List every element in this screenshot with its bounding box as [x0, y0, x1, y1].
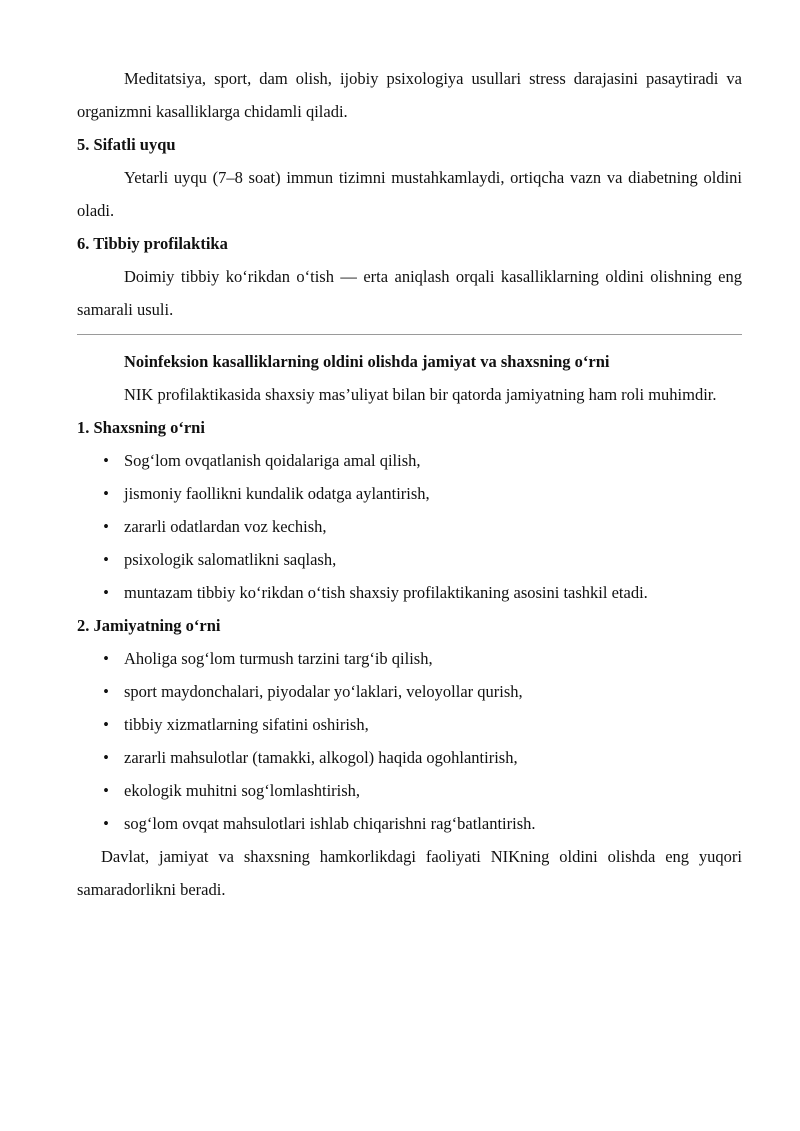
list-item-text: ekologik muhitni sog‘lomlashtirish,	[124, 781, 361, 800]
list-item-text: Aholiga sog‘lom turmush tarzini targ‘ib qilish,	[124, 649, 433, 668]
list-item	[77, 774, 742, 807]
list-item	[77, 510, 742, 543]
section-divider	[77, 334, 742, 335]
bullet-icon: •	[103, 715, 109, 734]
bullet-icon: •	[103, 748, 109, 767]
individual-role-list	[77, 444, 742, 609]
list-item	[77, 576, 742, 609]
bullet-icon: •	[103, 682, 109, 701]
bullet-icon: •	[103, 451, 109, 470]
paragraph-sleep: Yetarli uyqu (7–8 soat) immun tizimni mustahkamlaydi, ortiqcha vazn va diabetning oldini oladi.	[77, 168, 742, 220]
list-item-text: sport maydonchalari, piyodalar yo‘laklari, veloyollar qurish,	[124, 682, 523, 701]
heading-individual-role: 1. Shaxsning o‘rni	[77, 418, 205, 437]
list-item-text: zararli mahsulotlar (tamakki, alkogol) haqida ogohlantirish,	[124, 748, 518, 767]
paragraph-intro: NIK profilaktikasida shaxsiy mas’uliyat bilan bir qatorda jamiyatning ham roli muhimdir.	[124, 385, 717, 404]
list-item-text: tibbiy xizmatlarning sifatini oshirish,	[124, 715, 369, 734]
bullet-icon: •	[103, 814, 109, 833]
list-item-text: Sog‘lom ovqatlanish qoidalariga amal qilish,	[124, 451, 421, 470]
list-item	[77, 444, 742, 477]
list-item	[77, 807, 742, 840]
list-item	[77, 642, 742, 675]
page-content	[77, 62, 742, 906]
section-title: Noinfeksion kasalliklarning oldini olishda jamiyat va shaxsning o‘rni	[124, 352, 610, 371]
paragraph-stress: Meditatsiya, sport, dam olish, ijobiy psixologiya usullari stress darajasini pasaytiradi va organizmni kasalliklarga chidamli qiladi.	[77, 69, 742, 121]
bullet-icon: •	[103, 517, 109, 536]
list-item-text: psixologik salomatlikni saqlash,	[124, 550, 337, 569]
bullet-icon: •	[103, 550, 109, 569]
list-item-text: sog‘lom ovqat mahsulotlari ishlab chiqarishni rag‘batlantirish.	[124, 814, 536, 833]
paragraph-conclusion: Davlat, jamiyat va shaxsning hamkorlikdagi faoliyati NIKning oldini olishda eng yuqori samaradorlikni beradi.	[77, 847, 742, 899]
heading-medical-prevention: 6. Tibbiy profilaktika	[77, 234, 228, 253]
heading-society-role: 2. Jamiyatning o‘rni	[77, 616, 221, 635]
list-item	[77, 741, 742, 774]
list-item-text: jismoniy faollikni kundalik odatga aylantirish,	[124, 484, 430, 503]
bullet-icon: •	[103, 484, 109, 503]
list-item	[77, 543, 742, 576]
bullet-icon: •	[103, 583, 109, 602]
bullet-icon: •	[103, 781, 109, 800]
society-role-list	[77, 642, 742, 840]
list-item	[77, 675, 742, 708]
bullet-icon: •	[103, 649, 109, 668]
list-item	[77, 477, 742, 510]
list-item	[77, 708, 742, 741]
list-item-text: zararli odatlardan voz kechish,	[124, 517, 327, 536]
heading-sleep: 5. Sifatli uyqu	[77, 135, 176, 154]
list-item-text: muntazam tibbiy ko‘rikdan o‘tish shaxsiy profilaktikaning asosini tashkil etadi.	[124, 583, 648, 602]
paragraph-medical-prevention: Doimiy tibbiy ko‘rikdan o‘tish — erta aniqlash orqali kasalliklarning oldini olishning eng samarali usuli.	[77, 267, 742, 319]
